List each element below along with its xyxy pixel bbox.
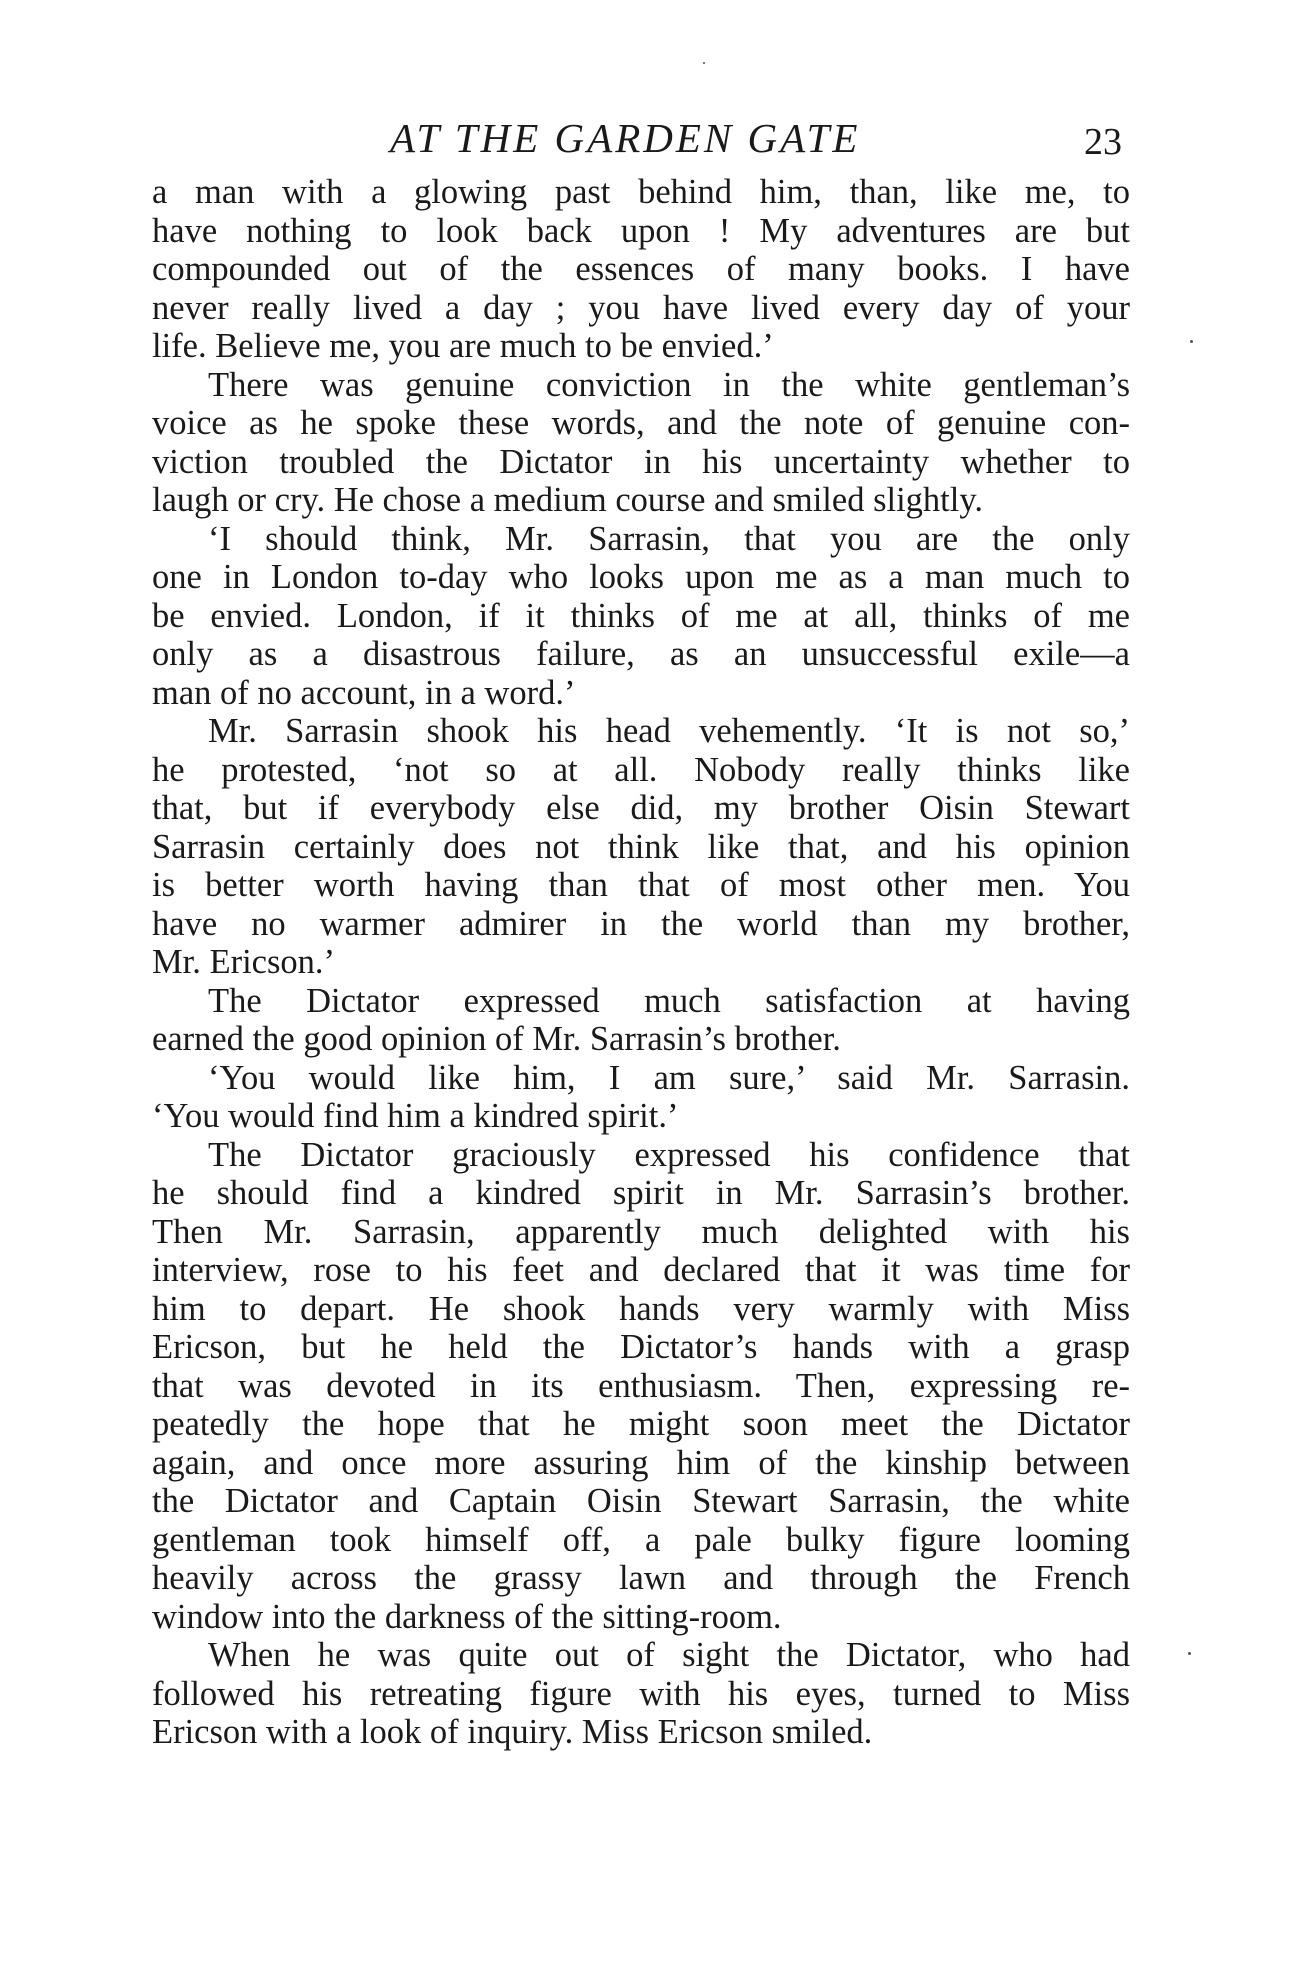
text-line: Sarrasin certainly does not think like that, and his opinion xyxy=(152,827,1130,866)
paragraph xyxy=(152,712,1130,982)
text-line: man of no account, in a word.’ xyxy=(152,673,576,712)
text-line: never really lived a day ; you have lived every day of your xyxy=(152,288,1130,327)
text-line: heavily across the grassy lawn and through the French xyxy=(152,1559,1130,1597)
text-line: interview, rose to his feet and declared that it was time for xyxy=(152,1251,1130,1289)
text-line: The Dictator graciously expressed his confidence that xyxy=(208,1135,1130,1174)
text-line: ‘You would like him, I am sure,’ said Mr. Sarrasin. xyxy=(208,1058,1130,1097)
paragraph xyxy=(152,982,1130,1059)
text-line: compounded out of the essences of many books. I have xyxy=(152,250,1130,288)
text-line: gentleman took himself off, a pale bulky figure looming xyxy=(152,1520,1130,1559)
text-line: he protested, ‘not so at all. Nobody really thinks like xyxy=(152,750,1130,789)
text-line: him to depart. He shook hands very warmly with Miss xyxy=(152,1289,1130,1328)
text-line: the Dictator and Captain Oisin Stewart Sarrasin, the white xyxy=(152,1482,1130,1520)
text-line: Ericson with a look of inquiry. Miss Ericson smiled. xyxy=(152,1713,873,1751)
running-head xyxy=(150,108,1130,168)
paragraph xyxy=(152,1059,1130,1136)
paper-speck xyxy=(703,62,705,64)
paragraph xyxy=(152,366,1130,520)
text-line: earned the good opinion of Mr. Sarrasin’s brother. xyxy=(152,1020,841,1058)
text-line: life. Believe me, you are much to be envied.’ xyxy=(152,327,774,365)
text-line: Ericson, but he held the Dictator’s hands with a grasp xyxy=(152,1328,1130,1366)
text-line: be envied. London, if it thinks of me at all, thinks of me xyxy=(152,596,1130,635)
text-line: voice as he spoke these words, and the note of genuine con- xyxy=(152,404,1130,442)
page-number: 23 xyxy=(1084,121,1122,163)
text-line: peatedly the hope that he might soon meet the Dictator xyxy=(152,1405,1130,1443)
text-line: The Dictator expressed much satisfaction at having xyxy=(208,981,1130,1020)
text-line: Mr. Ericson.’ xyxy=(152,943,336,981)
text-line: Mr. Sarrasin shook his head vehemently. ‘It is not so,’ xyxy=(208,712,1130,750)
text-line: that, but if everybody else did, my brother Oisin Stewart xyxy=(152,789,1130,827)
text-line: have no warmer admirer in the world than my brother, xyxy=(152,904,1130,943)
paper-speck xyxy=(1188,1652,1191,1655)
text-line: Then Mr. Sarrasin, apparently much delighted with his xyxy=(152,1212,1130,1251)
text-line: one in London to-day who looks upon me as a man much to xyxy=(152,558,1130,596)
text-line: viction troubled the Dictator in his uncertainty whether to xyxy=(152,442,1130,481)
paragraph xyxy=(152,520,1130,713)
body-text xyxy=(152,173,1130,1752)
text-line: have nothing to look back upon ! My adventures are but xyxy=(152,211,1130,250)
paragraph xyxy=(152,1136,1130,1637)
text-line: only as a disastrous failure, as an unsuccessful exile—a xyxy=(152,635,1130,673)
text-line: ‘I should think, Mr. Sarrasin, that you are the only xyxy=(208,519,1130,558)
running-title: AT THE GARDEN GATE xyxy=(390,115,861,161)
text-line: followed his retreating figure with his eyes, turned to Miss xyxy=(152,1674,1130,1713)
text-line: a man with a glowing past behind him, than, like me, to xyxy=(152,173,1130,211)
paper-speck xyxy=(1190,340,1193,343)
text-line: that was devoted in its enthusiasm. Then, expressing re- xyxy=(152,1366,1130,1405)
paragraph xyxy=(152,173,1130,366)
text-line: again, and once more assuring him of the kinship between xyxy=(152,1443,1130,1482)
text-line: laugh or cry. He chose a medium course and smiled slightly. xyxy=(152,481,983,519)
text-line: ‘You would find him a kindred spirit.’ xyxy=(152,1097,679,1135)
text-line: There was genuine conviction in the white gentleman’s xyxy=(208,365,1130,404)
text-line: is better worth having than that of most other men. You xyxy=(152,866,1130,904)
text-line: he should find a kindred spirit in Mr. Sarrasin’s brother. xyxy=(152,1174,1130,1212)
text-line: window into the darkness of the sitting-room. xyxy=(152,1597,782,1636)
text-line: When he was quite out of sight the Dictator, who had xyxy=(208,1636,1130,1674)
paragraph xyxy=(152,1636,1130,1752)
